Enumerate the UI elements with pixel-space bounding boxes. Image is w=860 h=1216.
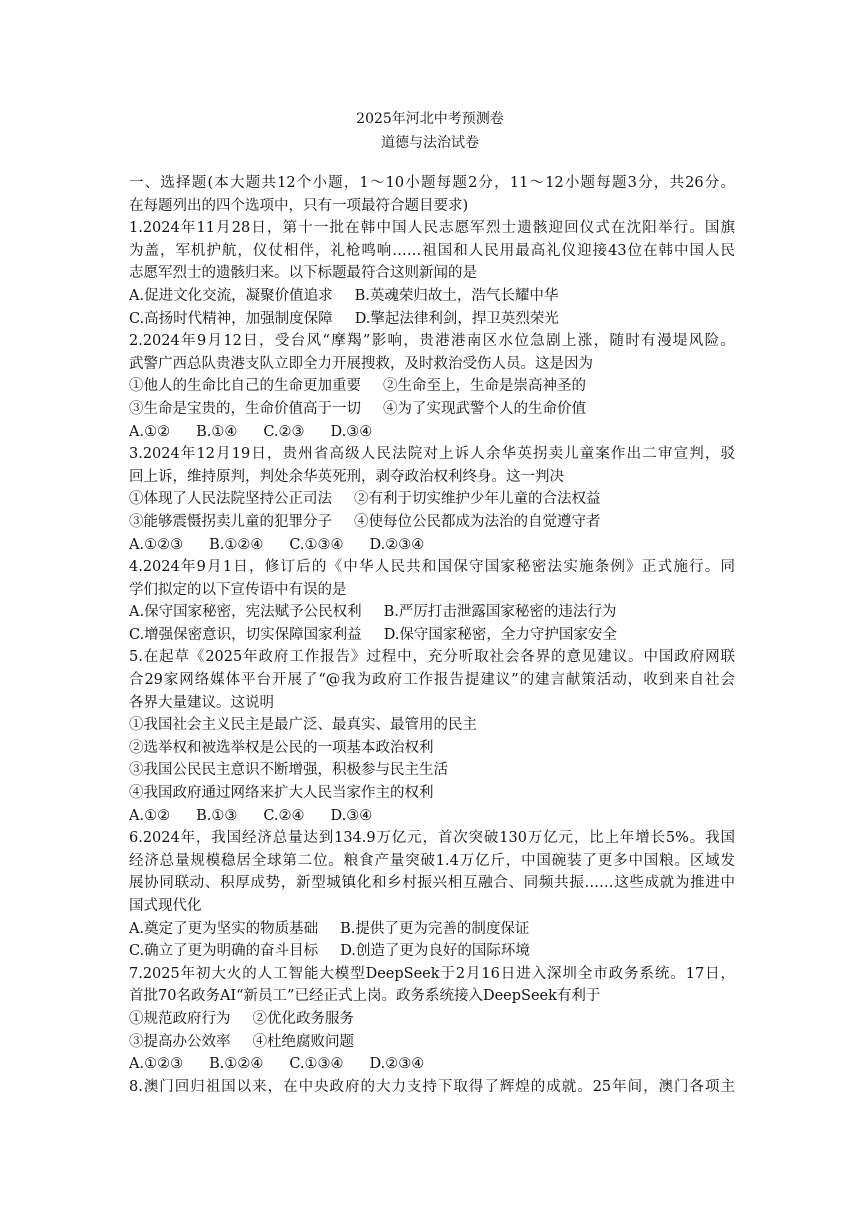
option-a: A.保守国家秘密，宪法赋予公民权利 — [129, 604, 362, 621]
option-d: D.保守国家秘密，全力守护国家安全 — [383, 626, 617, 643]
statement-1: ①他人的生命比自己的生命更加重要 — [129, 378, 361, 395]
exam-title: 2025年河北中考预测卷 — [356, 111, 504, 127]
option-c: C.增强保密意识，切实保障国家利益 — [129, 626, 362, 643]
statement-3: ③能够震慑拐卖儿童的犯罪分子 — [129, 513, 332, 530]
statement-4: ④杜绝腐败问题 — [252, 1033, 354, 1050]
option-d: D.③④ — [330, 423, 373, 440]
statement-1: ①规范政府行为 — [129, 1010, 231, 1027]
option-c: C.②④ — [263, 807, 305, 824]
statement-1: ①体现了人民法院坚持公正司法 — [129, 491, 332, 508]
option-a: A.①②③ — [129, 536, 184, 553]
question-stem-line: 2.2024年9月12日，受台风“摩羯”影响，贵港港南区水位急剧上涨，随时有漫堤风险。 — [129, 333, 735, 350]
option-row — [129, 940, 735, 963]
option-b: B.①②④ — [209, 536, 264, 553]
question-2 — [129, 330, 735, 443]
statement-row — [129, 511, 735, 534]
option-c: C.②③ — [263, 423, 305, 440]
question-6 — [129, 827, 735, 963]
option-d: D.②③④ — [369, 1056, 425, 1073]
option-b: B.英魂荣归故土，浩气长耀中华 — [354, 287, 559, 304]
option-row — [129, 1053, 735, 1076]
question-stem-line: 学们拟定的以下宣传语中有误的是 — [129, 581, 347, 598]
question-1 — [129, 217, 735, 330]
question-3 — [129, 443, 735, 556]
option-c: C.①③④ — [289, 536, 344, 553]
option-a: A.①②③ — [129, 1056, 184, 1073]
option-d: D.擎起法律利剑，捍卫英烈荣光 — [354, 310, 559, 327]
option-row — [129, 421, 735, 444]
statement-2: ②生命至上，生命是崇高神圣的 — [383, 378, 586, 395]
question-stem-line: 为盖，军机护航，仪仗相伴，礼枪鸣响……祖国和人民用最高礼仪迎接43位在韩中国人民 — [129, 242, 735, 259]
option-a: A.奠定了更为坚实的物质基础 — [129, 920, 319, 937]
section-instruction: 在每题列出的四个选项中，只有一项最符合题目要求) — [129, 197, 469, 214]
option-row — [129, 601, 735, 624]
statement-row — [129, 375, 735, 398]
question-stem-line: 5.在起草《2025年政府工作报告》过程中，充分听取社会各界的意见建议。中国政府网联 — [129, 649, 735, 666]
option-c: C.高扬时代精神，加强制度保障 — [129, 310, 333, 327]
statement-3: ③我国公民民主意识不断增强，积极参与民主生活 — [129, 762, 448, 779]
option-row — [129, 308, 735, 331]
statement-2: ②选举权和被选举权是公民的一项基本政治权利 — [129, 739, 434, 756]
option-c: C.确立了更为明确的奋斗目标 — [129, 943, 319, 960]
option-a: A.①② — [129, 423, 171, 440]
statement-row — [129, 398, 735, 421]
question-4 — [129, 556, 735, 646]
statement-4: ④为了实现武警个人的生命价值 — [383, 400, 586, 417]
statement-3: ③生命是宝贵的，生命价值高于一切 — [129, 400, 361, 417]
statement-2: ②优化政务服务 — [252, 1010, 354, 1027]
option-row — [129, 918, 735, 941]
option-b: B.①③ — [196, 807, 238, 824]
option-b: B.①④ — [196, 423, 238, 440]
statement-2: ②有利于切实维护少年儿童的合法权益 — [354, 491, 601, 508]
option-d: D.②③④ — [369, 536, 425, 553]
question-stem-line: 志愿军烈士的遗骸归来。以下标题最符合这则新闻的是 — [129, 265, 477, 282]
statement-4: ④我国政府通过网络来扩大人民当家作主的权利 — [129, 785, 434, 802]
statement-row — [129, 1008, 735, 1031]
question-stem-line: 1.2024年11月28日，第十一批在韩中国人民志愿军烈士遗骸迎回仪式在沈阳举行。国旗 — [129, 220, 735, 237]
option-row — [129, 534, 735, 557]
statement-1: ①我国社会主义民主是最广泛、最真实、最管用的民主 — [129, 717, 477, 734]
option-b: B.①②④ — [209, 1056, 264, 1073]
question-stem-line: 回上诉，维持原判，判处余华英死刑，剥夺政治权利终身。这一判决 — [129, 468, 564, 485]
exam-subtitle: 道德与法治试卷 — [381, 135, 479, 151]
question-stem-line: 6.2024年，我国经济总量达到134.9万亿元，首次突破130万亿元，比上年增长5%。我国 — [129, 830, 735, 847]
option-d: D.③④ — [330, 807, 373, 824]
question-stem-line: 7.2025年初大火的人工智能大模型DeepSeek于2月16日进入深圳全市政务系统。17日， — [129, 965, 735, 982]
statement-row — [129, 488, 735, 511]
exam-content — [129, 172, 735, 1098]
option-c: C.①③④ — [289, 1056, 344, 1073]
question-stem-line: 合29家网络媒体平台开展了“@我为政府工作报告提建议”的建言献策活动，收到来自社会 — [129, 672, 735, 689]
question-stem-line: 各界大量建议。这说明 — [129, 694, 274, 711]
option-row — [129, 285, 735, 308]
question-5 — [129, 646, 735, 827]
option-a: A.促进文化交流，凝聚价值追求 — [129, 287, 333, 304]
question-8 — [129, 1076, 735, 1099]
option-a: A.①② — [129, 807, 171, 824]
section-heading: 一、选择题(本大题共12个小题，1～10小题每题2分，11～12小题每题3分，共26分。 — [129, 175, 735, 191]
option-d: D.创造了更为良好的国际环境 — [340, 943, 530, 960]
option-b: B.严厉打击泄露国家秘密的违法行为 — [383, 604, 617, 621]
question-stem-line: 经济总量规模稳居全球第二位。粮食产量突破1.4万亿斤，中国碗装了更多中国粮。区域发 — [129, 852, 735, 869]
statement-row — [129, 1031, 735, 1054]
question-stem-line: 8.澳门回归祖国以来，在中央政府的大力支持下取得了辉煌的成就。25年间，澳门各项主 — [129, 1078, 735, 1095]
option-row — [129, 624, 735, 647]
option-row — [129, 805, 735, 828]
question-stem-line: 4.2024年9月1日，修订后的《中华人民共和国保守国家秘密法实施条例》正式施行。同 — [129, 559, 735, 576]
question-stem-line: 武警广西总队贵港支队立即全力开展搜救，及时救治受伤人员。这是因为 — [129, 355, 593, 372]
statement-4: ④使每位公民都成为法治的自觉遵守者 — [354, 513, 601, 530]
question-stem-line: 展协同联动、积厚成势，新型城镇化和乡村振兴相互融合、同频共振……这些成就为推进中 — [129, 875, 735, 892]
question-7 — [129, 963, 735, 1076]
question-stem-line: 国式现代化 — [129, 898, 202, 914]
statement-3: ③提高办公效率 — [129, 1033, 231, 1050]
question-stem-line: 3.2024年12月19日，贵州省高级人民法院对上诉人余华英拐卖儿童案作出二审宣判，驳 — [129, 446, 735, 463]
option-b: B.提供了更为完善的制度保证 — [340, 920, 530, 937]
question-stem-line: 首批70名政务AI“新员工”已经正式上岗。政务系统接入DeepSeek有利于 — [129, 988, 601, 1005]
